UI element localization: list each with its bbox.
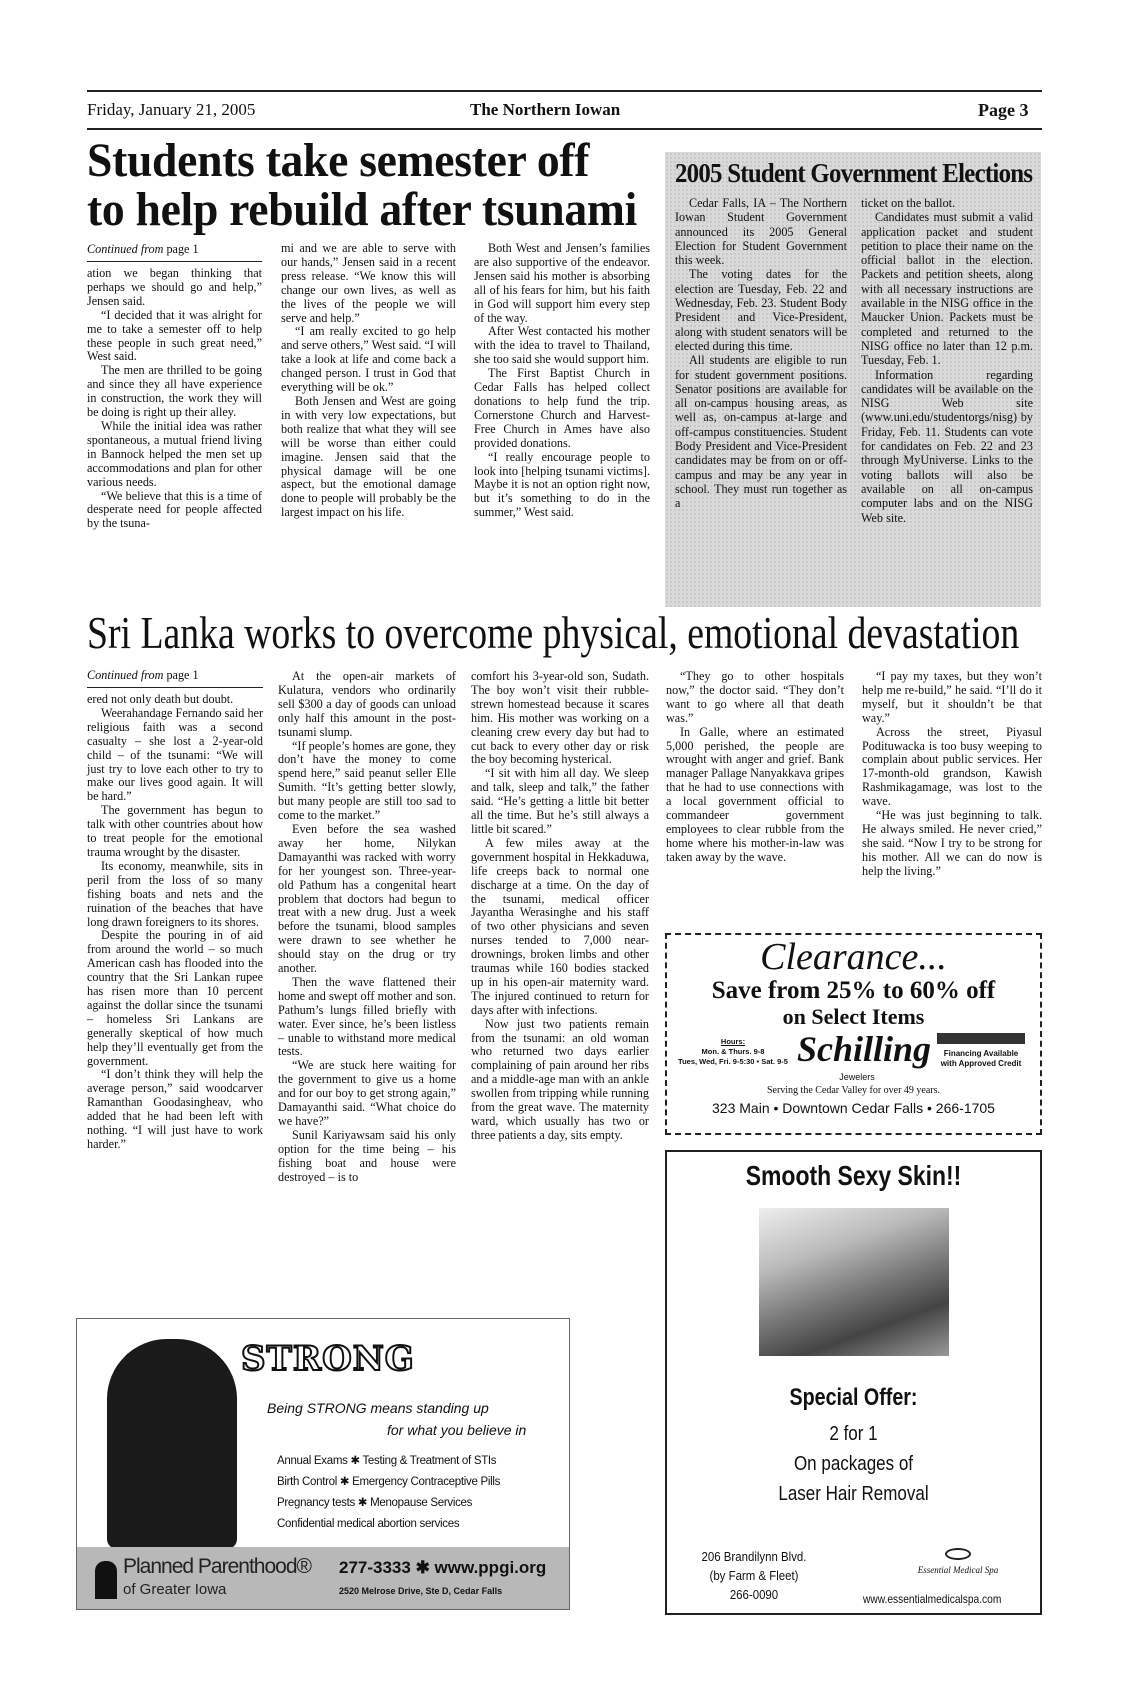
paragraph: “He was just beginning to talk. He always smiled. He never cried,” she said. “Now I try to be strong for his mother. All we can do now is help the living.” (862, 808, 1042, 878)
column-text (666, 670, 844, 865)
paragraph: Across the street, Piyasul Podituwacka is too busy weeping to complain about public services. Her 17-month-old grandson, Kawish Rashmikagamage, was lost to the wave. (862, 724, 1042, 809)
paragraph: ation we began thinking that perhaps we should go and help,” Jensen said. (87, 266, 262, 308)
paragraph: Cedar Falls, IA – The Northern Iowan Student Government announced its 2005 General Election for Student Government this week. (675, 196, 847, 268)
continued-prefix: Continued from (87, 242, 164, 256)
article2-col-1 (87, 668, 263, 1152)
article2-col-4 (666, 670, 844, 865)
article1-col-2 (281, 242, 456, 520)
ad-title: Clearance... (760, 936, 947, 978)
pp-logo-icon (95, 1561, 117, 1599)
continued-label (87, 668, 263, 688)
paragraph: “I really encourage people to look into [helping tsunami victims]. Maybe it is not an option right now, but it’s something to do in the summer,” West said. (474, 449, 650, 520)
paragraph: At the open-air markets of Kulatura, vendors who ordinarily sell $300 a day of goods can unload only half this amount in the post-tsunami slump. (278, 669, 456, 739)
paragraph: ered not only death but doubt. (87, 692, 234, 706)
address-line-1: 206 Brandilynn Blvd. (701, 1549, 807, 1564)
paragraph: “I sit with him all day. We sleep and talk, sleep and talk,” the father said. “He’s getting a little bit better all the time. But he’s still always a little bit scared.” (471, 766, 649, 836)
column-text (278, 670, 456, 1185)
ad-footer-band (77, 1547, 569, 1609)
address-line-2: (by Farm & Fleet) (709, 1568, 799, 1583)
paragraph: Then the wave flattened their home and swept off mother and son. Pathum’s lungs filled briefly with water. Ever since, he’s been listless – unable to withstand more medical tests. (278, 974, 456, 1059)
paragraph: “If people’s homes are gone, they don’t have the money to come spend here,” said peanut seller Elle Sumith. “It’s getting better slowly, but many people are still too sad to come to the market.” (278, 738, 456, 823)
credit-cards-icon (937, 1033, 1025, 1044)
service-line: Confidential medical abortion services (277, 1518, 460, 1530)
paragraph: Sunil Kariyawsam said his only option for the time being – his fishing boat and house were destroyed – is to (278, 1127, 456, 1184)
newspaper-name: The Northern Iowan (470, 100, 621, 119)
store-hours (671, 1037, 795, 1067)
paragraph: In Galle, where an estimated 5,000 perished, the people are wrought with anger and grief. Bank manager Pallage Nanyakkava gripes that he had to use connections with a local government official to commandeer government employees to clear rubble from the home where his mother-in-law was taken away by the wave. (666, 724, 844, 864)
paragraph: A few miles away at the government hospital in Hekkaduwa, life creeps back to normal one discharge at a time. On the day of the tsunami, medical officer Jayantha Werasinghe and his staff of two other physicians and seven nurses tended to 7,000 near-drownings, broken limbs and other traumas while 160 bodies stacked up in his open-air maternity ward. The injured continued to return for days after with infections. (471, 835, 649, 1017)
hours-label: Hours: (720, 1037, 746, 1046)
schilling-clearance-ad[interactable] (665, 933, 1042, 1135)
article1-col-3 (474, 242, 650, 520)
paragraph: Weerahandage Fernando said her religious faith was a second casualty – she lost a 2-year-old child – of the tsunami: “We will just try to love each other to try to make our lives good again. It will be hard.” (87, 705, 263, 804)
paragraph: ticket on the ballot. (861, 196, 956, 210)
ad-title: Smooth Sexy Skin!! (745, 1160, 962, 1191)
paragraph: mi and we are able to serve with our hands,” Jensen said in a recent press release. “We know this will change our own lives, as well as the lives of the people we will serve and help.” (281, 241, 456, 325)
article1-col-1 (87, 242, 262, 531)
article1-headline (87, 136, 637, 234)
page-number: Page 3 (978, 100, 1029, 120)
paragraph: “I decided that it was alright for me to take a semester off to help these people in such great need,” West said. (87, 307, 262, 364)
planned-parenthood-ad[interactable] (76, 1318, 570, 1610)
column-text (675, 196, 847, 511)
column-text (861, 196, 1033, 525)
column-text (471, 670, 649, 1143)
column-text (87, 693, 263, 1152)
paragraph: All students are eligible to run for student government positions. Senator positions are available for all on-campus housing areas, as well as, on-campus at-large and off-campus constituencies. Student Body President and Vice-President candidates may be from on or off-campus and may be any year in school. They must run together as a (675, 353, 847, 511)
issue-date: Friday, January 21, 2005 (87, 100, 256, 119)
paragraph: comfort his 3-year-old son, Sudath. The boy won’t visit their rubble-strewn homestead because it scares him. His mother was working on a cleaning crew every day but had to cut back to every other day or risk the boy becoming hysterical. (471, 669, 649, 767)
woman-photo (107, 1339, 237, 1549)
column-text (281, 242, 456, 520)
clinic-address: 2520 Melrose Drive, Ste D, Cedar Falls (339, 1586, 503, 1596)
service-line: Birth Control ✱ Emergency Contraceptive Pills (277, 1476, 501, 1488)
ad-title: STRONG (241, 1339, 415, 1379)
headline-line-2: to help rebuild after tsunami (87, 183, 637, 236)
continued-label (87, 242, 262, 262)
hours-line-2: Tues, Wed, Fri. 9-5:30 • Sat. 9-5 (678, 1057, 788, 1066)
paragraph: “They go to other hospitals now,” the doctor said. “They don’t want to go where all that death was.” (666, 669, 844, 725)
header-rule (87, 128, 1042, 130)
paragraph: Both Jensen and West are going in with very low expectations, but both realize that what they will see will be worse than either could imagine. Jensen said that the physical damage will be one aspect, but the emotional damage done to people will probably be the largest impact on his life. (281, 393, 456, 520)
headline-line-1: Students take semester off (87, 134, 590, 187)
essential-medical-spa-ad[interactable] (665, 1150, 1042, 1615)
paragraph: The First Baptist Church in Cedar Falls has helped collect donations to help fund the trip. Cornerstone Church and Harvest-Free Church in Ames have also provided donations. (474, 366, 650, 450)
service-line: Annual Exams ✱ Testing & Treatment of STIs (277, 1455, 497, 1467)
paragraph: “I pay my taxes, but they won’t help me re-build,” he said. “I’ll do it myself, but it shouldn’t be that way.” (862, 669, 1042, 725)
article2-headline: Sri Lanka works to overcome physical, emotional devastation (87, 607, 1020, 658)
services-list (277, 1451, 567, 1535)
elections-box (665, 152, 1041, 607)
paragraph: The government has begun to talk with other countries about how to treat people for the emotional trauma wrought by the disaster. (87, 803, 263, 859)
paragraph: After West contacted his mother with the idea to travel to Thailand, she too said she would support him. (474, 324, 650, 367)
spiral-logo-icon (945, 1548, 971, 1560)
article2-col-5 (862, 670, 1042, 879)
offer-line-3: Laser Hair Removal (778, 1483, 929, 1505)
column-text (474, 242, 650, 520)
ad-photo (759, 1208, 949, 1356)
paragraph: Even before the sea washed away her home, Nilykan Damayanthi was racked with worry for her youngest son. Three-year-old Pathum has a congenital heart problem that doctors had begun to treat with a new drug. Just a week before the tsunami, blood samples were drawn to see whether he should stay on the drug or try another. (278, 821, 456, 976)
paragraph: “I don’t think they will help the average person,” said woodcarver Ramanthan Goodasingheav, who added that he had been left with nothing. “I will just have to work harder.” (87, 1067, 263, 1151)
tagline-line-1: Being STRONG means standing up (267, 1400, 489, 1416)
brand-subtitle: Jewelers (839, 1072, 875, 1082)
spa-address (697, 1547, 811, 1604)
paragraph: “We believe that this is a time of desperate need for people affected by the tsuna- (87, 488, 262, 531)
article2-col-3 (471, 670, 649, 1143)
paragraph: While the initial idea was rather spontaneous, a mutual friend living in Bannock helped the men set up accommodations and plan for other various needs. (87, 418, 262, 489)
service-line: Pregnancy tests ✱ Menopause Services (277, 1497, 473, 1509)
elections-title: 2005 Student Government Elections (675, 158, 1033, 188)
column-text (862, 670, 1042, 879)
hours-line-1: Mon. & Thurs. 9-8 (701, 1047, 765, 1056)
financing-line-1: Financing Available (943, 1049, 1019, 1058)
article2-col-2 (278, 670, 456, 1185)
phone-and-website[interactable]: 277-3333 ✱ www.ppgi.org (339, 1558, 547, 1577)
spa-logo-text: Essential Medical Spa (917, 1565, 999, 1575)
paragraph: Now just two patients remain from the tsunami: an old woman who returned two days earlier complaining of pain around her ribs and a middle-age man with an ankle swollen from tripping while running from the great wave. The maternity ward, which usually has two or three patients a day, sits empty. (471, 1016, 649, 1142)
financing-info (929, 1033, 1033, 1069)
ad-subline: on Select Items (782, 1004, 925, 1029)
ad-tagline: Serving the Cedar Valley for over 49 years. (766, 1085, 941, 1096)
paragraph: Information regarding candidates will be available on the NISG Web site (www.uni.edu/studentorgs/nisg) by Friday, Feb. 11. Students can vote for candidates on Feb. 22 and 23 through MyUniverse. Links to the voting ballots will also be available on all on-campus computer labs and on the NISG Web site. (861, 367, 1033, 525)
column-text (87, 267, 262, 531)
top-rule (87, 90, 1042, 92)
paragraph: “We are stuck here waiting for the government to give us a home and for our boy to get strong again,” Damayanthi said. “What choice do we have?” (278, 1058, 456, 1128)
elections-col-1 (675, 196, 847, 511)
paragraph: Its economy, meanwhile, sits in peril from the loss of so many fishing boats and nets and the ruination of the beaches that have long drawn foreigners to its shores. (87, 858, 263, 929)
paragraph: The voting dates for the election are Tuesday, Feb. 22 and Wednesday, Feb. 23. Student Body President and Vice-President, along with student senators will be elected during this time. (675, 267, 847, 353)
elections-col-2 (861, 196, 1033, 525)
financing-line-2: with Approved Credit (940, 1059, 1022, 1068)
continued-prefix: Continued from (87, 668, 164, 682)
spa-logo (903, 1548, 1013, 1576)
paragraph: Candidates must submit a valid application packet and student petition to place their name on the official ballot in the election. Packets and petition sheets, along with all necessary instructions are available in the NISG office in the Maucker Union. Packets must be completed and returned to the NISG office no later than 12 p.m. Tuesday, Feb. 1. (861, 210, 1033, 368)
paragraph: Despite the pouring in of aid from around the world – so much American cash has flooded into the country that the Sri Lankan rupee has risen more than 10 percent against the dollar since the tsunami – homeless Sri Lankans are generally skeptical of how much help they’ll eventually get from the government. (87, 928, 263, 1068)
ad-address: 323 Main • Downtown Cedar Falls • 266-1705 (712, 1100, 995, 1116)
offer-line-2: On packages of (793, 1453, 914, 1475)
ad-discount: Save from 25% to 60% off (711, 977, 996, 1004)
schilling-logo: Schilling (797, 1029, 932, 1069)
paragraph: “I am really excited to go help and serve others,” West said. “I will take a look at life and come back a changed person. I trust in God that everything will be ok.” (281, 324, 456, 395)
org-name: Planned Parenthood® (123, 1555, 311, 1578)
spa-phone: 266-0090 (729, 1587, 779, 1602)
offer-line-1: 2 for 1 (829, 1423, 878, 1445)
paragraph: Both West and Jensen’s families are also supportive of the endeavor. Jensen said his mother is absorbing all of his fears for him, but his faith in God will support him every step of the way. (474, 241, 650, 325)
paragraph: The men are thrilled to be going and since they all have experience in construction, the work they will be doing is right up their alley. (87, 363, 262, 420)
special-offer-heading: Special Offer: (789, 1384, 918, 1411)
tagline-line-2: for what you believe in (387, 1422, 527, 1438)
spa-url[interactable]: www.essentialmedicalspa.com (863, 1592, 1002, 1606)
continued-page: page 1 (166, 668, 199, 682)
continued-page: page 1 (166, 242, 199, 256)
org-region: of Greater Iowa (123, 1581, 227, 1598)
